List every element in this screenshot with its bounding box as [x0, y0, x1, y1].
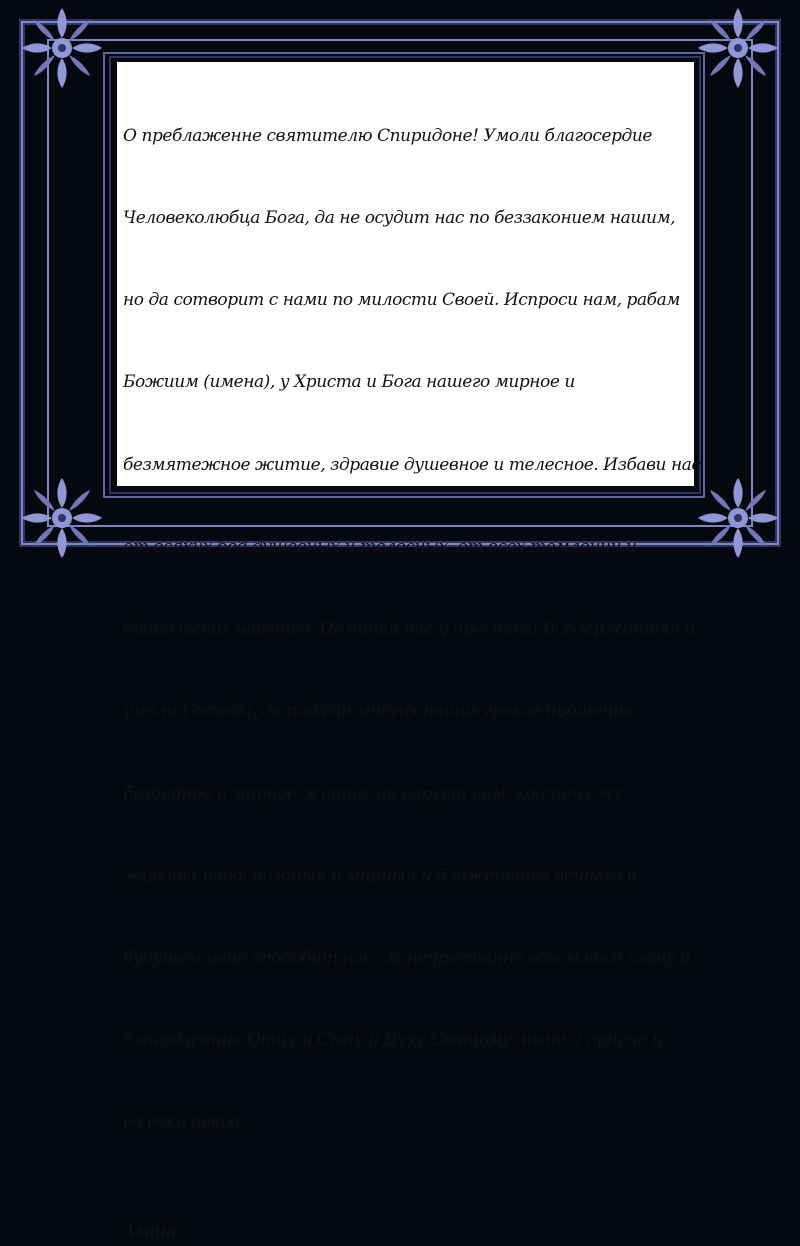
- corner-ornament-top-right: [698, 8, 778, 88]
- corner-ornament-top-left: [22, 8, 102, 88]
- corner-ornament-bottom-left: [22, 478, 102, 558]
- prayer-line: безбедное и мирное житие, да дарует нам, кончины же: [123, 783, 624, 804]
- prayer-line: умоли Господа, да подаст многих наших грехов прощение,: [123, 701, 639, 722]
- prayer-line: безмятежное житие, здравие душевное и телесное. Избави нас: [123, 454, 701, 475]
- prayer-line: благодарение Отцу и Сыну и Духу Святому, ныне и присно и: [123, 1030, 663, 1051]
- prayer-line: диавольских наветов. Поминай нас у престола Вседержителя и: [123, 619, 696, 640]
- prayer-line: но да сотворит с нами по милости Своей. Испроси нам, рабам: [123, 290, 680, 311]
- prayer-line: живота непостыдныя и мирныя и блаженства вечнаго в: [123, 865, 637, 886]
- prayer-line: Божиим (имена), у Христа и Бога нашего мирное и: [123, 372, 575, 393]
- prayer-panel: [117, 62, 701, 1242]
- prayer-text: [123, 68, 701, 1192]
- prayer-line: будущем веце сподобит нас, да непрестанно возсылаем славу и: [123, 948, 691, 968]
- amen-text: Аминь.: [123, 1221, 185, 1242]
- prayer-line: во веки веков.: [123, 1112, 245, 1133]
- prayer-line: Человеколюбца Бога, да не осудит нас по беззаконием нашим,: [123, 208, 676, 229]
- corner-ornament-bottom-right: [698, 478, 778, 558]
- prayer-line: О преблаженне святителю Спиридоне! Умоли благосердие: [123, 125, 652, 146]
- prayer-line: от всяких бед душевных и телесных, от всех томлений и: [123, 536, 637, 557]
